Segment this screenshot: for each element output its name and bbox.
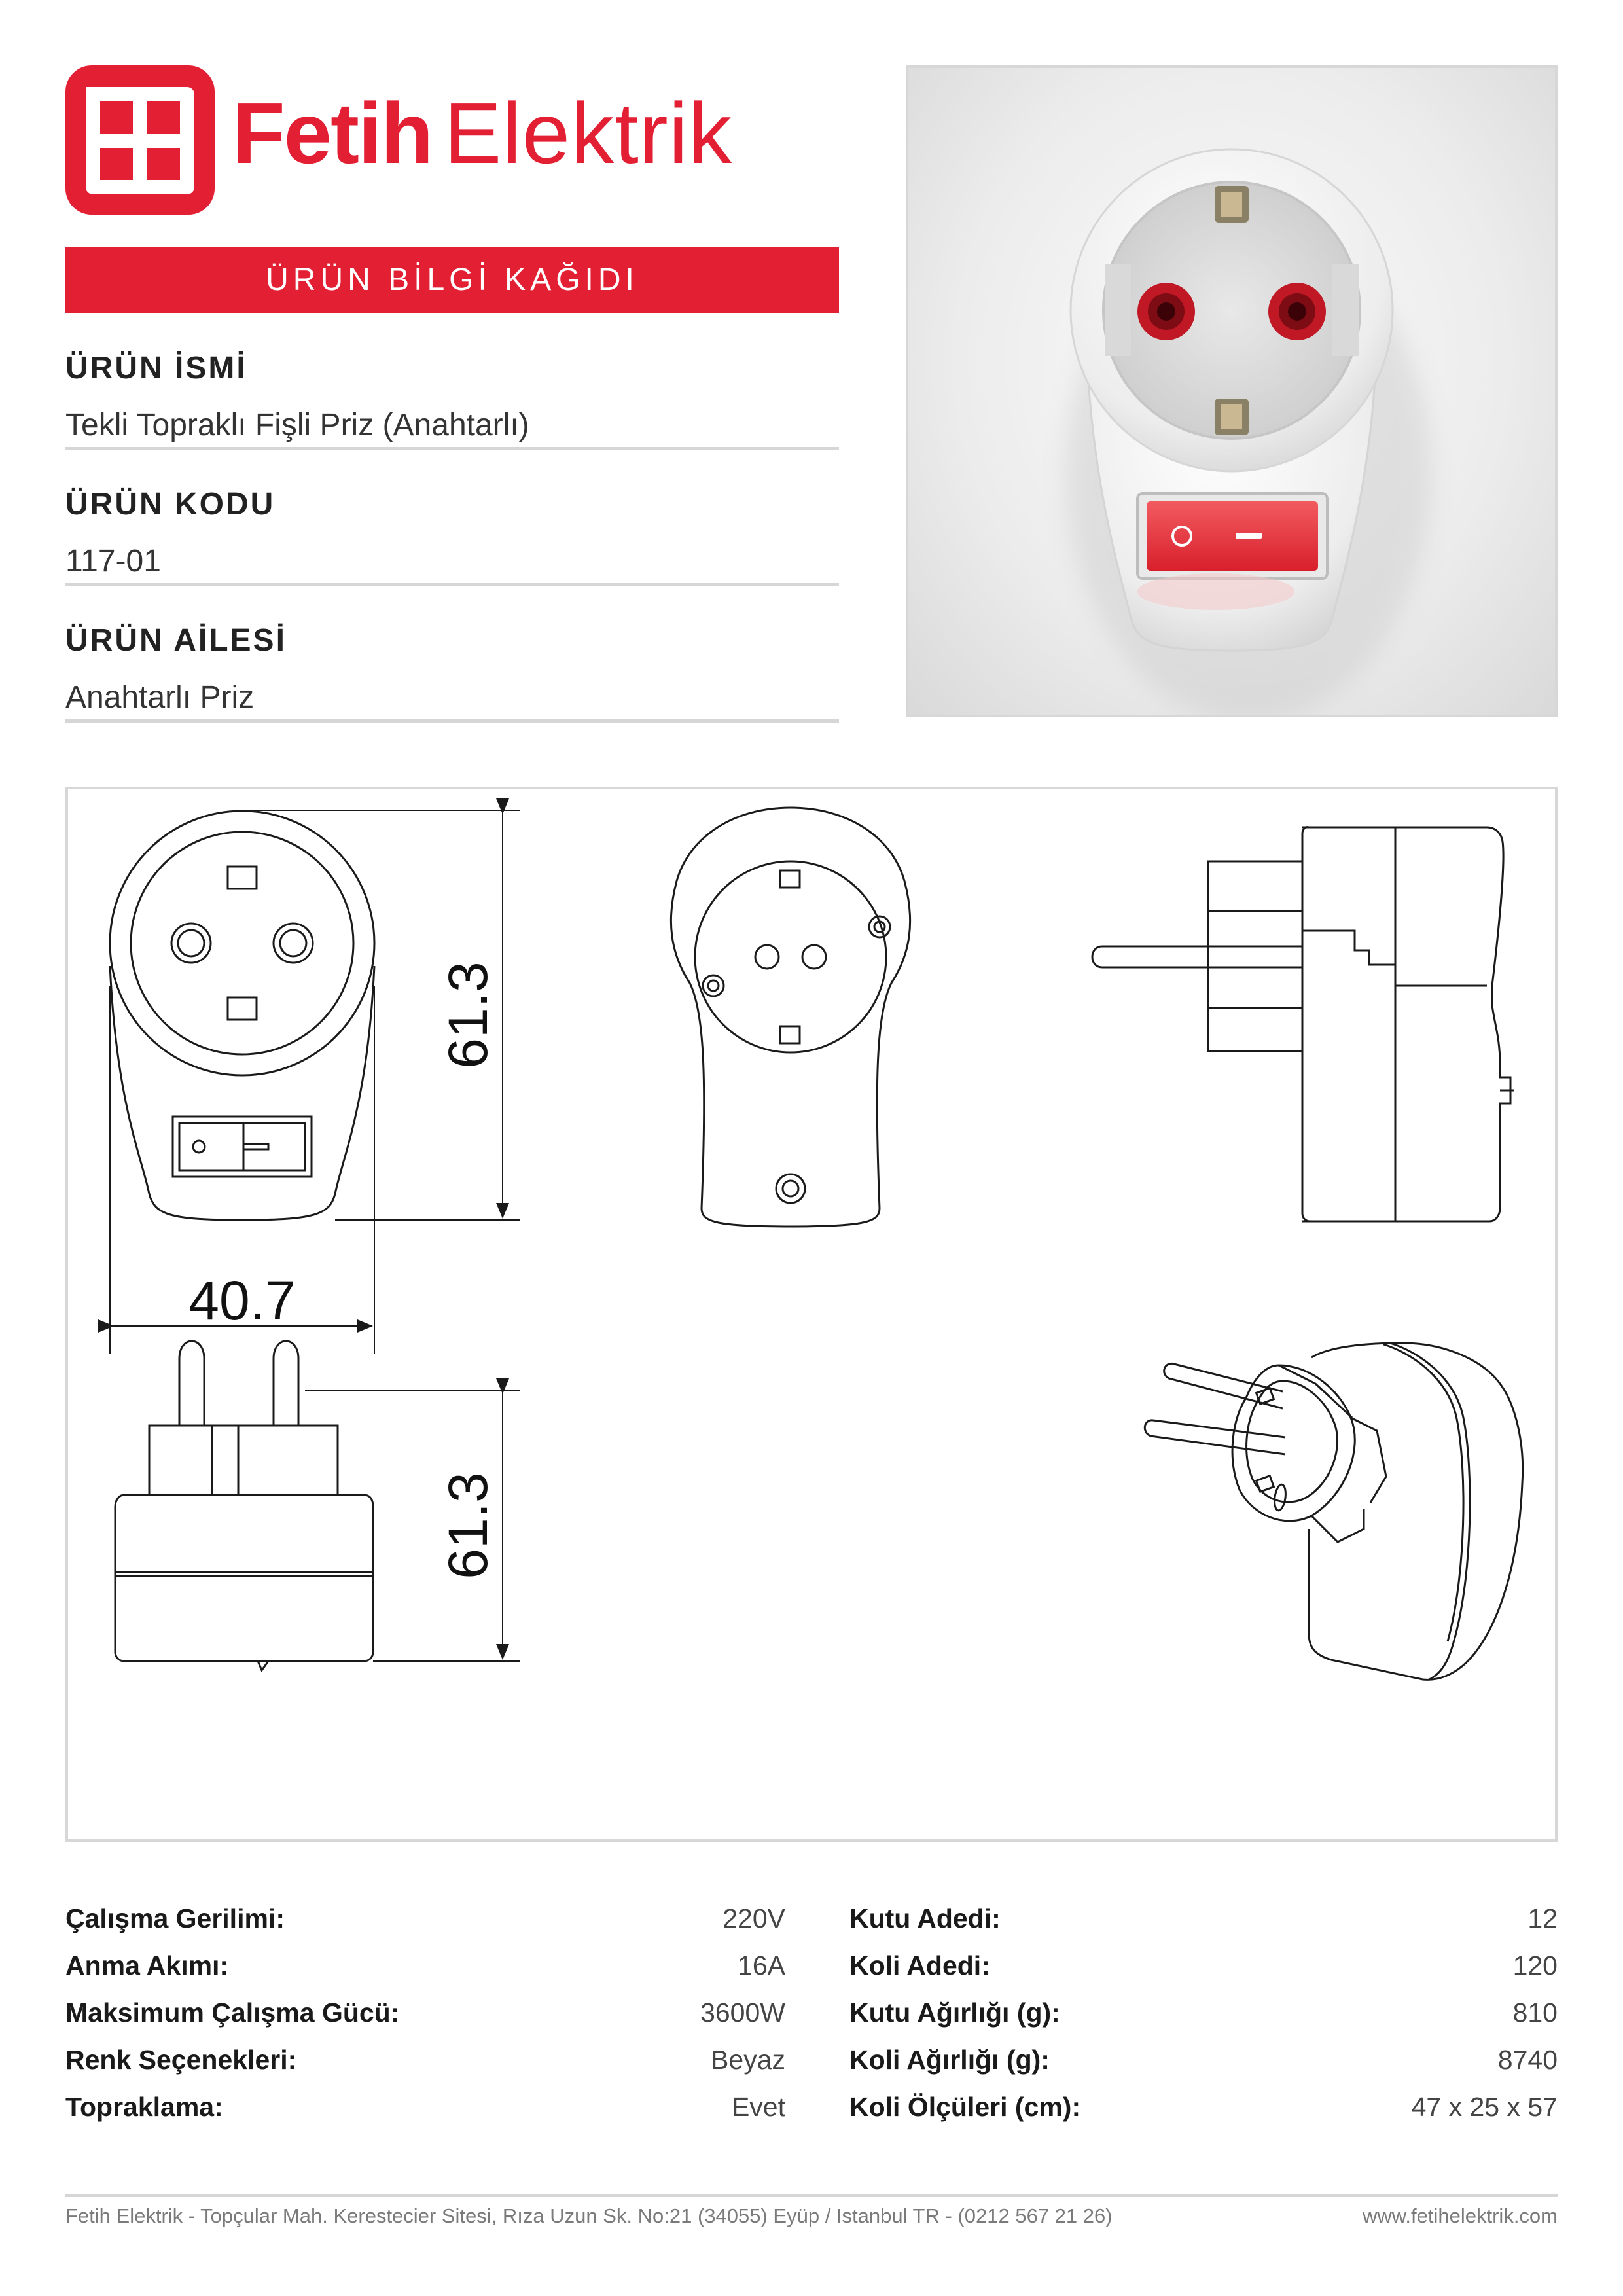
specs-left-table: [65, 1903, 785, 2145]
side-view-drawing: [1092, 827, 1514, 1221]
product-code-value: 117-01: [65, 544, 161, 579]
spec-label: Kutu Adedi:: [849, 1903, 1001, 1933]
spec-label: Koli Ağırlığı (g):: [849, 2045, 1050, 2075]
product-family-value: Anahtarlı Priz: [65, 680, 255, 715]
front-width-dimension: 40.7: [188, 1270, 296, 1331]
front-height-dimension: 61.3: [437, 961, 499, 1069]
spec-value: Evet: [731, 2092, 785, 2122]
spec-value: 47 x 25 x 57: [1411, 2092, 1558, 2122]
front-view-dimensions: [110, 810, 520, 1354]
divider: [65, 447, 839, 450]
divider: [65, 719, 839, 723]
spec-label: Anma Akımı:: [65, 1950, 229, 1981]
spec-value: 810: [1512, 1998, 1558, 2028]
spec-label: Renk Seçenekleri:: [65, 2045, 297, 2075]
spec-value: Beyaz: [711, 2045, 785, 2075]
brand-name-bold: Fetih: [232, 85, 433, 181]
back-view-drawing: [671, 808, 910, 1227]
product-name-value: Tekli Topraklı Fişli Priz (Anahtarlı): [65, 408, 529, 442]
technical-drawing: [65, 787, 1558, 1842]
product-code-label: ÜRÜN KODU: [65, 487, 276, 522]
product-render-image: [908, 68, 1555, 715]
brand-name: [232, 85, 733, 181]
spec-label: Maksimum Çalışma Gücü:: [65, 1998, 400, 2028]
product-family-label: ÜRÜN AİLESİ: [65, 623, 287, 658]
footer-address: Fetih Elektrik - Topçular Mah. Kerestecier Sitesi, Rıza Uzun Sk. No:21 (34055) Eyüp / Istanbul TR - (0212 567 21 26): [65, 2204, 1113, 2227]
spec-value: 16A: [738, 1950, 785, 1981]
spec-value: 8740: [1497, 2045, 1558, 2075]
spec-label: Koli Ölçüleri (cm):: [849, 2092, 1081, 2122]
fe-monogram-icon: [65, 65, 215, 215]
brand-name-light: Elektrik: [444, 85, 733, 181]
footer-divider: [65, 2194, 1558, 2197]
front-view-drawing: [110, 811, 374, 1220]
specs-right-table: [849, 1903, 1558, 2145]
product-photo: [906, 65, 1558, 717]
spec-label: Koli Adedi:: [849, 1950, 990, 1981]
spec-value: 3600W: [700, 1998, 785, 2028]
side-height-dimension: 61.3: [437, 1472, 499, 1579]
spec-label: Topraklama:: [65, 2092, 223, 2122]
dimension-drawings: [68, 789, 1555, 1839]
footer-website-link[interactable]: www.fetihelektrik.com: [1362, 2204, 1558, 2227]
product-info-sheet-title: ÜRÜN BİLGİ KAĞIDI: [65, 247, 839, 313]
product-name-label: ÜRÜN İSMİ: [65, 351, 247, 386]
spec-label: Çalışma Gerilimi:: [65, 1903, 285, 1933]
spec-value: 220V: [722, 1903, 785, 1933]
isometric-view-drawing: [1145, 1343, 1522, 1679]
spec-value: 12: [1527, 1903, 1558, 1933]
spec-label: Kutu Ağırlığı (g):: [849, 1998, 1060, 2028]
divider: [65, 583, 839, 586]
spec-value: 120: [1512, 1950, 1558, 1981]
